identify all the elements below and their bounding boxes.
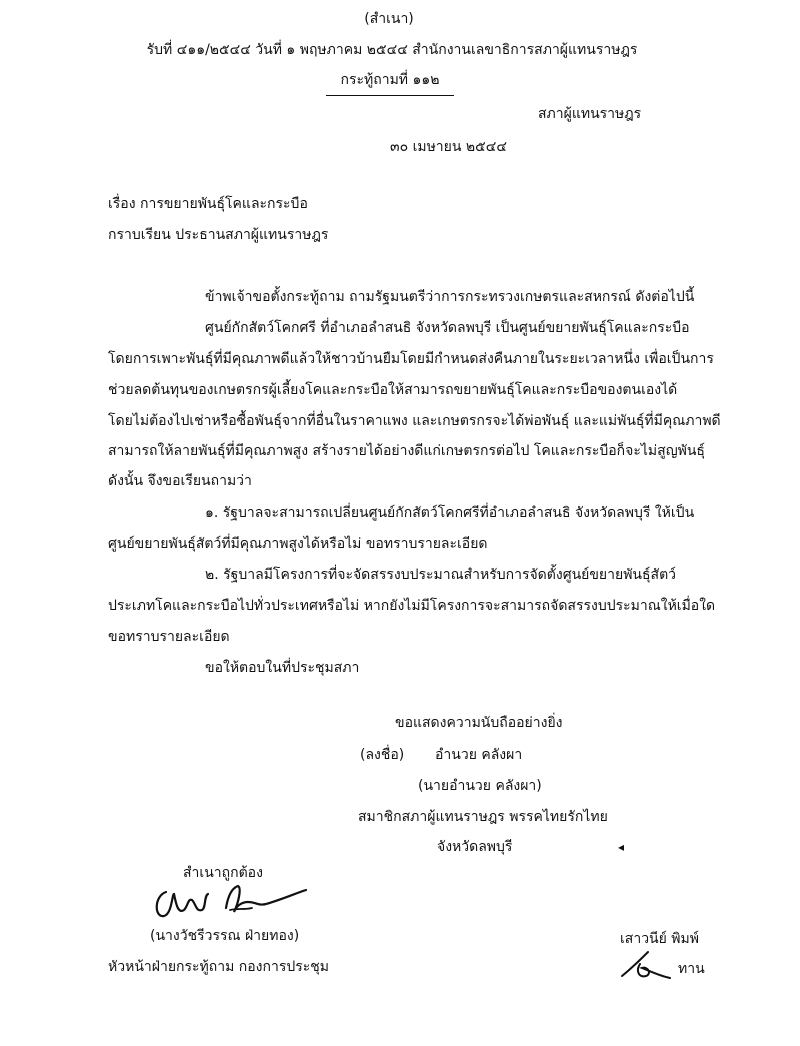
typist-name: เสาวนีย์ พิมพ์ — [620, 931, 699, 947]
body-line: ประเภทโคและกระบือไปทั่วประเทศหรือไม่ หากยังไม่มีโครงการจะสามารถจัดสรรงบประมาณให้เมื่อใด — [108, 598, 716, 614]
body-line: โดยไม่ต้องไปเช่าหรือซื้อพันธุ์จากที่อื่นในราคาแพง และเกษตรกรจะได้พ่อพันธุ์ และแม่พันธุ์ที่มีคุณภาพดี — [108, 413, 721, 429]
signer-name: อำนวย คลังผา — [435, 747, 523, 763]
body-line: ศูนย์ขยายพันธุ์สัตว์ที่มีคุณภาพสูงได้หรือไม่ ขอทราบรายละเอียด — [108, 536, 488, 552]
body-line: ศูนย์กักสัตว์โคกศรี ที่อำเภอลำสนธิ จังหวัดลพบุรี เป็นศูนย์ขยายพันธุ์โคและกระบือ — [205, 320, 690, 336]
question-item-1: ๑. รัฐบาลจะสามารถเปลี่ยนศูนย์กักสัตว์โคกศรีที่อำเภอลำสนธิ จังหวัดลพบุรี ให้เป็น — [205, 505, 695, 521]
certified-label: สำเนาถูกต้อง — [183, 865, 263, 881]
letter-date: ๓๐ เมษายน ๒๕๔๔ — [390, 139, 507, 155]
body-line: ขอทราบรายละเอียด — [108, 629, 230, 645]
certifier-signature — [148, 880, 308, 925]
request-line: ขอให้ตอบในที่ประชุมสภา — [205, 660, 360, 676]
subject-line: เรื่อง การขยายพันธุ์โคและกระบือ — [108, 196, 308, 212]
checker-initials — [618, 948, 678, 982]
signed-label: (ลงชื่อ) — [360, 747, 405, 763]
body-line: ช่วยลดต้นทุนของเกษตรกรผู้เลี้ยงโคและกระบือให้สามารถขยายพันธุ์โคและกระบือของตนเองได้ — [108, 382, 678, 398]
question-number-underline — [326, 95, 454, 96]
copy-label: (สำเนา) — [364, 11, 414, 27]
checker-label: ทาน — [678, 961, 705, 977]
signer-full-name: (นายอำนวย คลังผา) — [418, 778, 542, 794]
body-line: โดยการเพาะพันธุ์ที่มีคุณภาพดีแล้วให้ชาวบ้านยืมโดยมีกำหนดส่งคืนภายในระยะเวลาหนึ่ง เพื่อเป็นการ — [108, 351, 714, 367]
certifier-name: (นางวัชรีวรรณ ฝ่ายทอง) — [150, 928, 300, 944]
closing-respect: ขอแสดงความนับถืออย่างยิ่ง — [395, 715, 563, 731]
signer-province: จังหวัดลพบุรี — [437, 839, 513, 855]
salutation: กราบเรียน ประธานสภาผู้แทนราษฎร — [108, 227, 329, 243]
question-item-2: ๒. รัฐบาลมีโครงการที่จะจัดสรรงบประมาณสำหรับการจัดตั้งศูนย์ขยายพันธุ์สัตว์ — [205, 567, 677, 583]
receipt-line: รับที่ ๔๑๑/๒๕๔๔ วันที่ ๑ พฤษภาคม ๒๕๔๔ สำนักงานเลขาธิการสภาผู้แทนราษฎร — [146, 42, 638, 58]
certifier-position: หัวหน้าฝ่ายกระทู้ถาม กองการประชุม — [108, 959, 330, 975]
signer-title: สมาชิกสภาผู้แทนราษฎร พรรคไทยรักไทย — [358, 809, 608, 825]
stray-mark: ◂ — [618, 840, 625, 854]
question-number: กระทู้ถามที่ ๑๑๒ — [340, 72, 440, 88]
house-name: สภาผู้แทนราษฎร — [538, 106, 642, 122]
body-line: ข้าพเจ้าขอตั้งกระทู้ถาม ถามรัฐมนตรีว่าการกระทรวงเกษตรและสหกรณ์ ดังต่อไปนี้ — [205, 289, 695, 305]
body-line: ดังนั้น จึงขอเรียนถามว่า — [108, 473, 252, 489]
body-line: สามารถให้ลายพันธุ์ที่มีคุณภาพสูง สร้างรายได้อย่างดีแก่เกษตรกรต่อไป โคและกระบือก็จะไม่สูญพันธุ์ — [108, 443, 705, 459]
